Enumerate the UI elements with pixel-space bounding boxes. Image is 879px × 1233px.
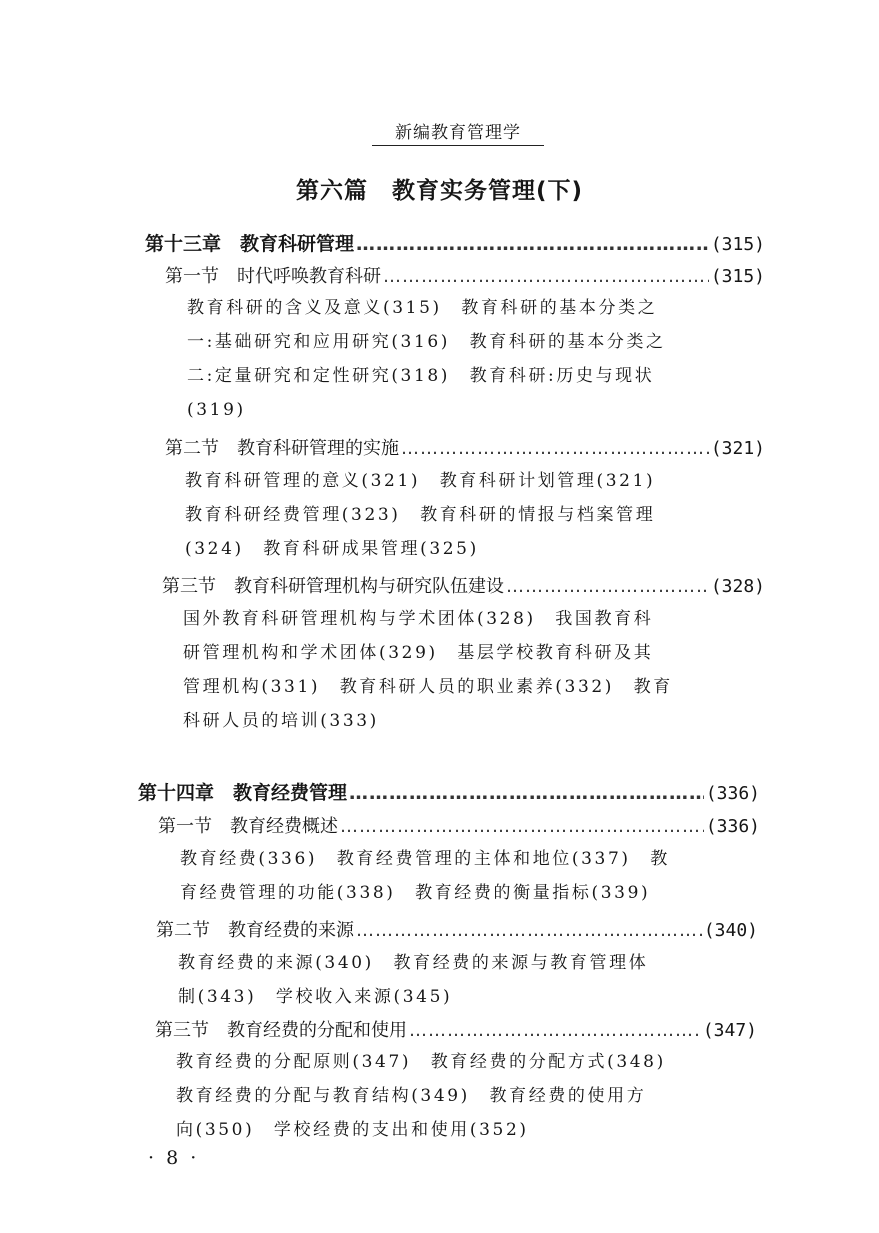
toc-section-13-1 — [165, 262, 765, 288]
section-title: 第三节 教育经费的分配和使用 — [155, 1020, 407, 1041]
topic-line: 教育经费的分配原则(347) 教育经费的分配方式(348) — [176, 1052, 666, 1072]
dot-leader — [401, 438, 709, 459]
dot-leader — [506, 576, 709, 597]
topic-line: 教育经费的来源(340) 教育经费的来源与教育管理体 — [178, 953, 649, 973]
section-page: (328) — [710, 576, 765, 597]
dot-leader — [383, 266, 709, 287]
section-page: (347) — [702, 1020, 757, 1041]
toc-section-14-3 — [155, 1016, 757, 1042]
topic-line: 教育科研经费管理(323) 教育科研的情报与档案管理 — [185, 505, 656, 525]
running-header: 新编教育管理学 — [372, 118, 544, 146]
section-page: (340) — [703, 920, 758, 941]
topic-line: 国外教育科研管理机构与学术团体(328) 我国教育科 — [183, 609, 654, 629]
topic-line: 科研人员的培训(333) — [183, 711, 379, 731]
topic-line: 一:基础研究和应用研究(316) 教育科研的基本分类之 — [187, 332, 666, 352]
topic-line: 教育科研的含义及意义(315) 教育科研的基本分类之 — [187, 298, 658, 318]
topic-line: 教育科研管理的意义(321) 教育科研计划管理(321) — [185, 471, 656, 491]
dot-leader — [340, 816, 704, 837]
dot-leader — [356, 920, 702, 941]
topic-line: 向(350) 学校经费的支出和使用(352) — [176, 1120, 529, 1140]
section-page: (315) — [710, 266, 765, 287]
topic-line: (319) — [187, 400, 246, 420]
topic-line: 教育经费的分配与教育结构(349) 教育经费的使用方 — [176, 1086, 647, 1106]
chapter-page: (315) — [710, 234, 765, 255]
toc-section-13-2 — [165, 434, 765, 460]
dot-leader — [349, 782, 704, 804]
chapter-title: 第十四章 教育经费管理 — [138, 782, 348, 804]
topic-line: 制(343) 学校收入来源(345) — [178, 987, 453, 1007]
chapter-page: (336) — [705, 783, 760, 804]
topic-line: 二:定量研究和定性研究(318) 教育科研:历史与现状 — [187, 366, 655, 386]
page-number: · 8 · — [148, 1147, 200, 1169]
topic-line: 管理机构(331) 教育科研人员的职业素养(332) 教育 — [183, 677, 673, 697]
section-title: 第三节 教育科研管理机构与研究队伍建设 — [162, 576, 504, 597]
toc-section-14-2 — [156, 916, 758, 942]
toc-section-14-1 — [158, 812, 760, 838]
section-title: 第一节 教育经费概述 — [158, 816, 338, 837]
topic-line: 育经费管理的功能(338) 教育经费的衡量指标(339) — [180, 883, 651, 903]
section-title: 第一节 时代呼唤教育科研 — [165, 266, 381, 287]
topic-line: 教育经费(336) 教育经费管理的主体和地位(337) 教 — [180, 849, 670, 869]
toc-chapter-14 — [138, 778, 760, 805]
dot-leader — [356, 233, 709, 255]
section-title: 第二节 教育经费的来源 — [156, 920, 354, 941]
part-title: 第六篇 教育实务管理(下) — [295, 178, 584, 204]
section-title: 第二节 教育科研管理的实施 — [165, 438, 399, 459]
chapter-title: 第十三章 教育科研管理 — [145, 233, 355, 255]
topic-line: 研管理机构和学术团体(329) 基层学校教育科研及其 — [183, 643, 654, 663]
dot-leader — [409, 1020, 701, 1041]
toc-section-13-3 — [162, 572, 765, 598]
topic-line: (324) 教育科研成果管理(325) — [185, 539, 479, 559]
section-page: (321) — [710, 438, 765, 459]
section-page: (336) — [705, 816, 760, 837]
toc-chapter-13 — [145, 229, 765, 256]
